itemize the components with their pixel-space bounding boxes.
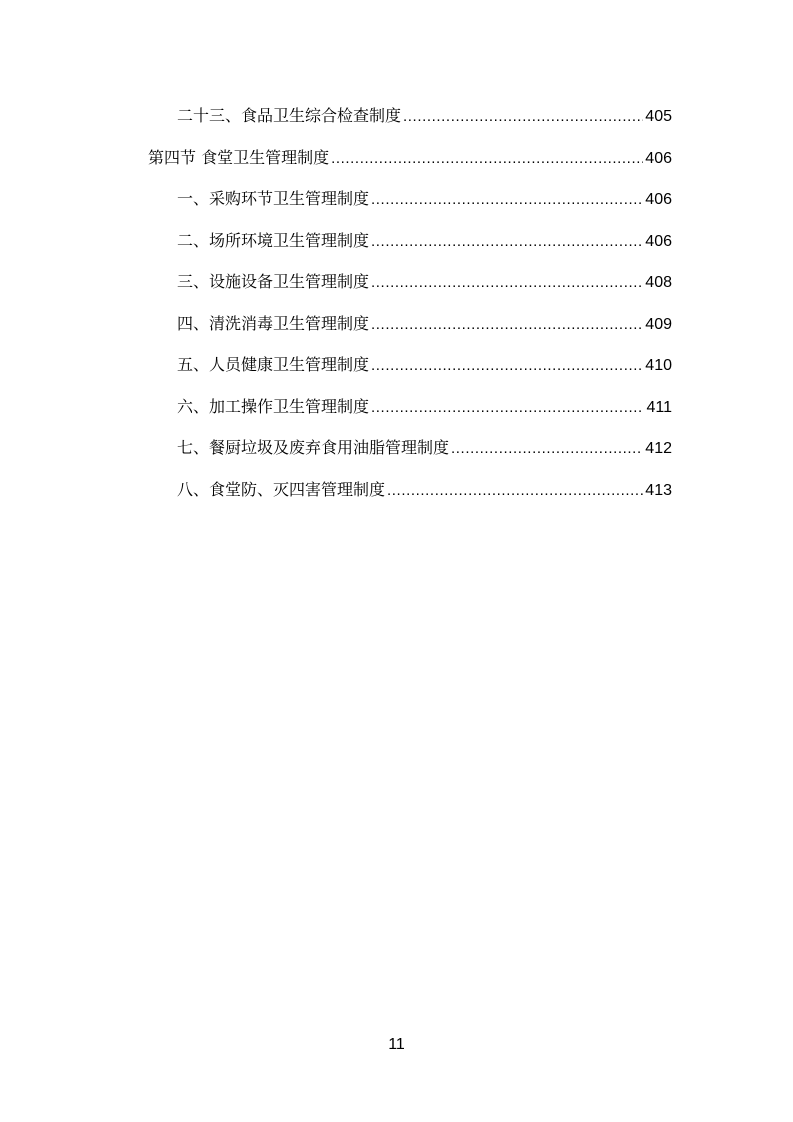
toc-dot-leader	[371, 352, 643, 380]
toc-entry-page: 411	[646, 398, 672, 416]
toc-entry[interactable]	[148, 102, 672, 144]
toc-entry-page: 410	[645, 357, 672, 374]
toc-entry-page: 406	[645, 149, 672, 167]
toc-dot-leader	[387, 477, 643, 505]
toc-entry-title: 三、设施设备卫生管理制度	[177, 272, 370, 291]
toc-entry-title: 二十三、食品卫生综合检查制度	[177, 106, 402, 125]
toc-entry-page: 406	[645, 232, 672, 250]
toc-entry-title: 二、场所环境卫生管理制度	[177, 230, 370, 250]
toc-entry-page: 406	[645, 191, 672, 208]
toc-entry[interactable]	[148, 268, 672, 310]
toc-entry-title: 八、食堂防、灭四害管理制度	[177, 479, 386, 499]
toc-section-entry[interactable]	[148, 144, 672, 186]
toc-dot-leader	[371, 311, 643, 339]
toc-dot-leader	[371, 394, 644, 422]
toc-entry[interactable]	[148, 310, 672, 352]
toc-dot-leader	[331, 145, 643, 173]
toc-dot-leader	[371, 269, 643, 297]
toc-dot-leader	[371, 228, 643, 256]
toc-entry[interactable]	[148, 351, 672, 393]
toc-dot-leader	[451, 435, 643, 463]
toc-entry[interactable]	[148, 434, 672, 476]
toc-entry[interactable]	[148, 227, 672, 269]
toc-entry-title: 五、人员健康卫生管理制度	[177, 355, 370, 374]
toc-entry-title: 六、加工操作卫生管理制度	[177, 396, 370, 416]
toc-entry-page: 409	[645, 315, 672, 333]
toc-dot-leader	[371, 186, 643, 214]
table-of-contents	[148, 102, 672, 517]
page-number: 11	[388, 1036, 405, 1053]
toc-entry-page: 412	[645, 440, 672, 457]
toc-entry[interactable]	[148, 393, 672, 435]
toc-entry-page: 405	[645, 108, 672, 125]
toc-entry[interactable]	[148, 185, 672, 227]
toc-entry-title: 七、餐厨垃圾及废弃食用油脂管理制度	[177, 438, 450, 457]
toc-entry-page: 413	[645, 481, 672, 499]
toc-entry-title: 第四节 食堂卫生管理制度	[148, 147, 330, 167]
toc-entry[interactable]	[148, 476, 672, 518]
toc-entry-title: 一、采购环节卫生管理制度	[177, 189, 370, 208]
toc-entry-title: 四、清洗消毒卫生管理制度	[177, 313, 370, 333]
toc-entry-page: 408	[645, 274, 672, 291]
toc-dot-leader	[403, 103, 643, 131]
